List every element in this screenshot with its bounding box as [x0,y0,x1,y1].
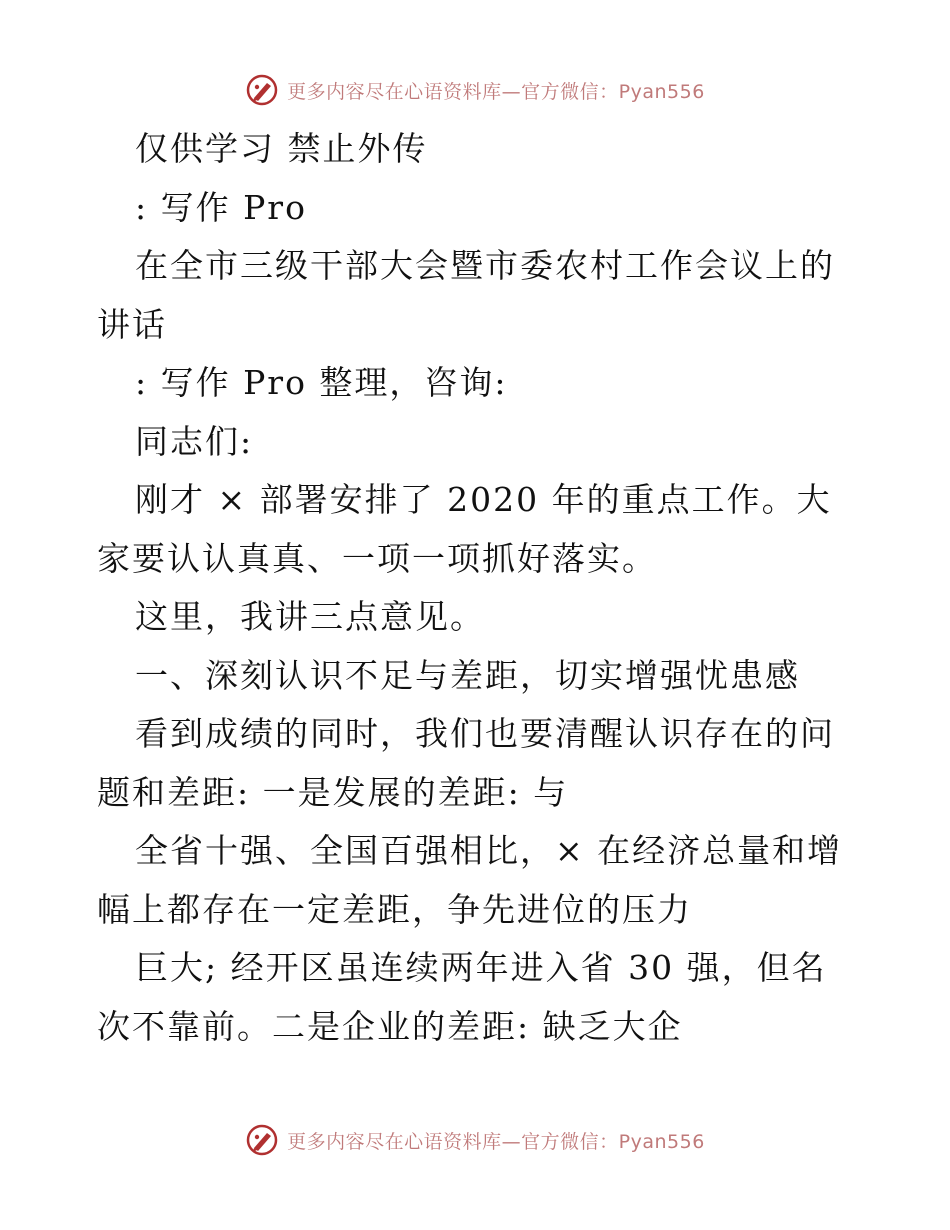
banner-text: 更多内容尽在心语资料库—官方微信：Pyan556 [287,80,705,103]
paragraph: 这里，我讲三点意见。 [135,597,485,636]
footer-banner [0,1120,950,1160]
pen-circle-icon [245,73,279,107]
paragraph: : 写作 Pro [135,187,307,227]
document-title: 在全市三级干部大会暨市委农村工作会议上的讲话 [97,246,835,344]
paragraph: 全省十强、全国百强相比，× 在经济总量和增幅上都存在一定差距，争先进位的压力 [97,831,843,929]
paragraph: 同志们: [135,421,254,461]
banner-text: 更多内容尽在心语资料库—官方微信：Pyan556 [287,1130,705,1153]
pen-circle-icon [245,1123,279,1157]
paragraph: 仅供学习 禁止外传 [135,129,428,168]
paragraph: 看到成绩的同时，我们也要清醒认识存在的问题和差距: 一是发展的差距: 与 [97,714,835,812]
header-banner [0,70,950,110]
section-heading: 一、深刻认识不足与差距，切实增强忧患感 [135,655,800,695]
paragraph: 刚才 × 部署安排了 2020 年的重点工作。大家要认认真真、一项一项抓好落实。 [97,480,832,578]
document-body [97,120,857,1056]
paragraph: : 写作 Pro 整理，咨询: [135,363,508,402]
paragraph: 巨大; 经开区虽连续两年进入省 30 强，但名次不靠前。二是企业的差距: 缺乏大企 [97,948,827,1046]
